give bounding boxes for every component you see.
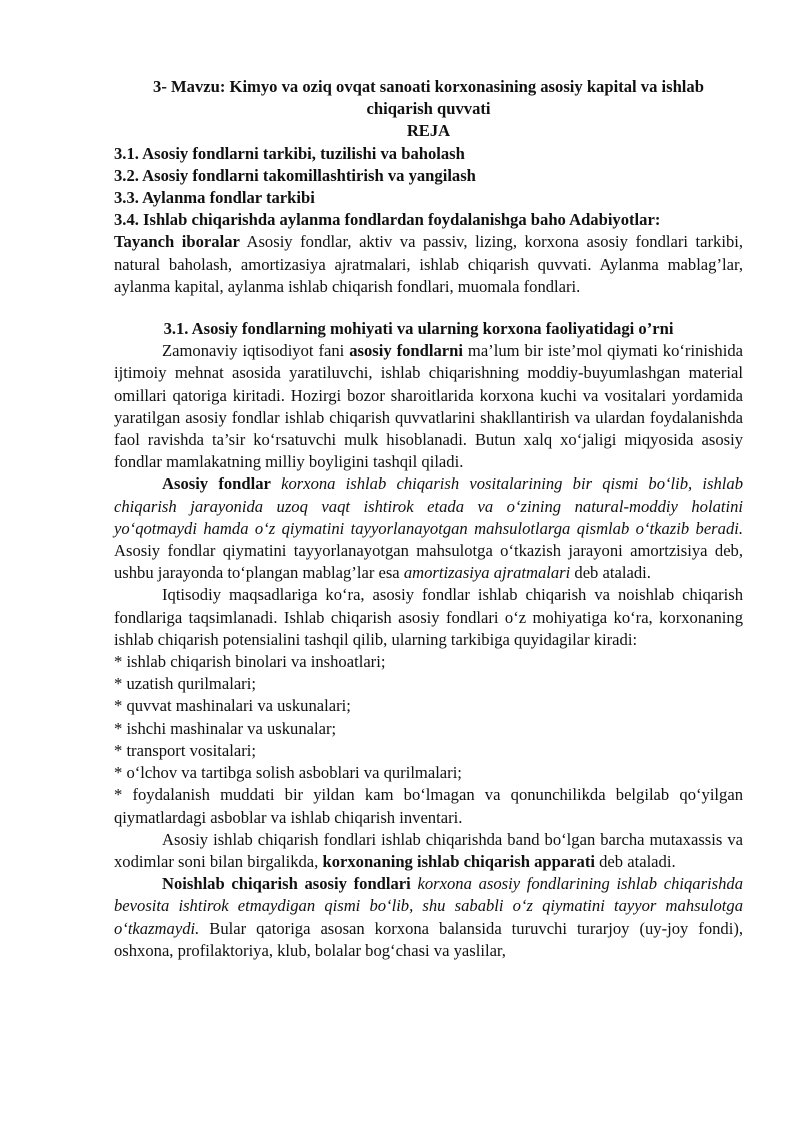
bold-term: asosiy fondlarni: [349, 341, 463, 361]
paragraph-1: [114, 340, 743, 473]
text-run: Asosiy ishlab chiqarish fondlari ishlab chiqarishda band bo‘lgan barcha mutaxassis va xodimlar soni bilan birgalikda,: [114, 829, 743, 871]
keywords-paragraph: [114, 231, 743, 298]
list-item: * o‘lchov va tartibga solish asboblari va qurilmalari;: [114, 763, 462, 783]
reja-heading: REJA: [406, 121, 451, 141]
plan-item: 3.4. Ishlab chiqarishda aylanma fondlardan foydalanishga baho Adabiyotlar:: [114, 210, 661, 230]
list-item: * uzatish qurilmalari;: [114, 674, 256, 694]
list-item: * transport vositalari;: [114, 740, 256, 760]
paragraph-5: [114, 873, 743, 962]
text-run: Zamonaviy iqtisodiyot fani: [162, 341, 350, 361]
section-heading: 3.1. Asosiy fondlarning mohiyati va ularning korxona faoliyatidagi o’rni: [163, 319, 674, 339]
text-run: deb ataladi.: [570, 563, 651, 583]
list-item: * foydalanish muddati bir yildan kam bo‘lmagan va qonunchilikda belgilab qo‘yilgan qiymatlardagi asboblar va ishlab chiqarish inventari.: [114, 785, 743, 827]
plan-item: 3.1. Asosiy fondlarni tarkibi, tuzilishi va baholash: [114, 143, 465, 163]
plan-item: 3.3. Aylanma fondlar tarkibi: [114, 188, 315, 208]
text-run: ma’lum bir iste’mol qiymati ko‘rinishida ijtimoiy mehnat asosida yaratiluvchi, ishlab chiqarishning moddiy-buyumlashgan material omillari qatoriga kiritadi. Hozirgi bozor sharoitlarida korxona kuchi va vositalari yordamida yaratilgan asosiy fondlar ishlab chiqarish quvvatlarini shakllantirish va ulardan foydalanishda faol ravishda ta’sir ko‘rsatuvchi mulk hisoblanadi. Butun xalq xo‘jaligi miqyosida asosiy fondlar mamlakatning milliy boyligini tashqil qiladi.: [114, 341, 744, 472]
paragraph-3: Iqtisodiy maqsadlariga ko‘ra, asosiy fondlar ishlab chiqarish va noishlab chiqarish fondlariga taqsimlanadi. Ishlab chiqarish asosiy fondlari o‘z mohiyatiga ko‘ra, korxonaning ishlab chiqarish potensialini tashqil qilib, ularning tarkibiga quyidagilar kiradi:: [114, 585, 743, 649]
text-run: deb ataladi.: [594, 851, 676, 871]
keywords-text: Asosiy fondlar, aktiv va passiv, lizing, korxona asosiy fondlari tarkibi, natural baholash, amortizasiya ajratmalari, ishlab chiqarish quvvati. Aylanma mablag’lar, aylanma kapital, aylanma ishlab chiqarish fondlari, muomala fondlari.: [114, 232, 743, 296]
list-item: * quvvat mashinalari va uskunalari;: [114, 696, 351, 716]
list-item: * ishlab chiqarish binolari va inshoatlari;: [114, 652, 386, 672]
list-item: * ishchi mashinalar va uskunalar;: [114, 718, 337, 738]
keywords-label: Tayanch iboralar: [114, 232, 240, 252]
bold-term: Asosiy fondlar: [162, 474, 271, 494]
italic-term: amortizasiya ajratmalari: [403, 563, 571, 583]
italic-definition: korxona asosiy fondlarining ishlab chiqarishda bevosita ishtirok etmaydigan qismi bo‘lib, shu sababli o‘z qiymatini tayyor mahsulotga o‘tkazmaydi.: [114, 874, 743, 938]
italic-definition: korxona ishlab chiqarish vositalarining bir qismi bo‘lib, ishlab chiqarish jarayonida uzoq vaqt ishtirok etada va o‘zining natural-moddiy holatini yo‘qotmaydi hamda o‘z qiymatini tayyorlanayotgan mahsulotlarga qismlab o‘tkazib beradi.: [114, 474, 743, 538]
bold-term: Noishlab chiqarish asosiy fondlari: [162, 874, 411, 894]
paragraph-2: [114, 473, 743, 584]
paragraph-4: [114, 829, 743, 873]
title-line-1: 3- Mavzu: Kimyo va oziq ovqat sanoati korxonasining asosiy kapital va ishlab: [153, 77, 704, 96]
title-line-2: chiqarish quvvati: [366, 99, 491, 119]
document-title: [114, 76, 743, 120]
text-run: Asosiy fondlar qiymatini tayyorlanayotgan mahsulotga o‘tkazish jarayoni amortzisiya deb, ushbu jarayonda to‘plangan mablag’lar esa: [114, 541, 743, 583]
text-run: Bular qatoriga asosan korxona balansida turuvchi turarjoy (uy-joy fondi), oshxona, profilaktoriya, klub, bolalar bog‘chasi va yaslilar,: [114, 918, 743, 960]
plan-item: 3.2. Asosiy fondlarni takomillashtirish va yangilash: [114, 165, 476, 185]
bold-term: korxonaning ishlab chiqarish apparati: [322, 851, 595, 871]
